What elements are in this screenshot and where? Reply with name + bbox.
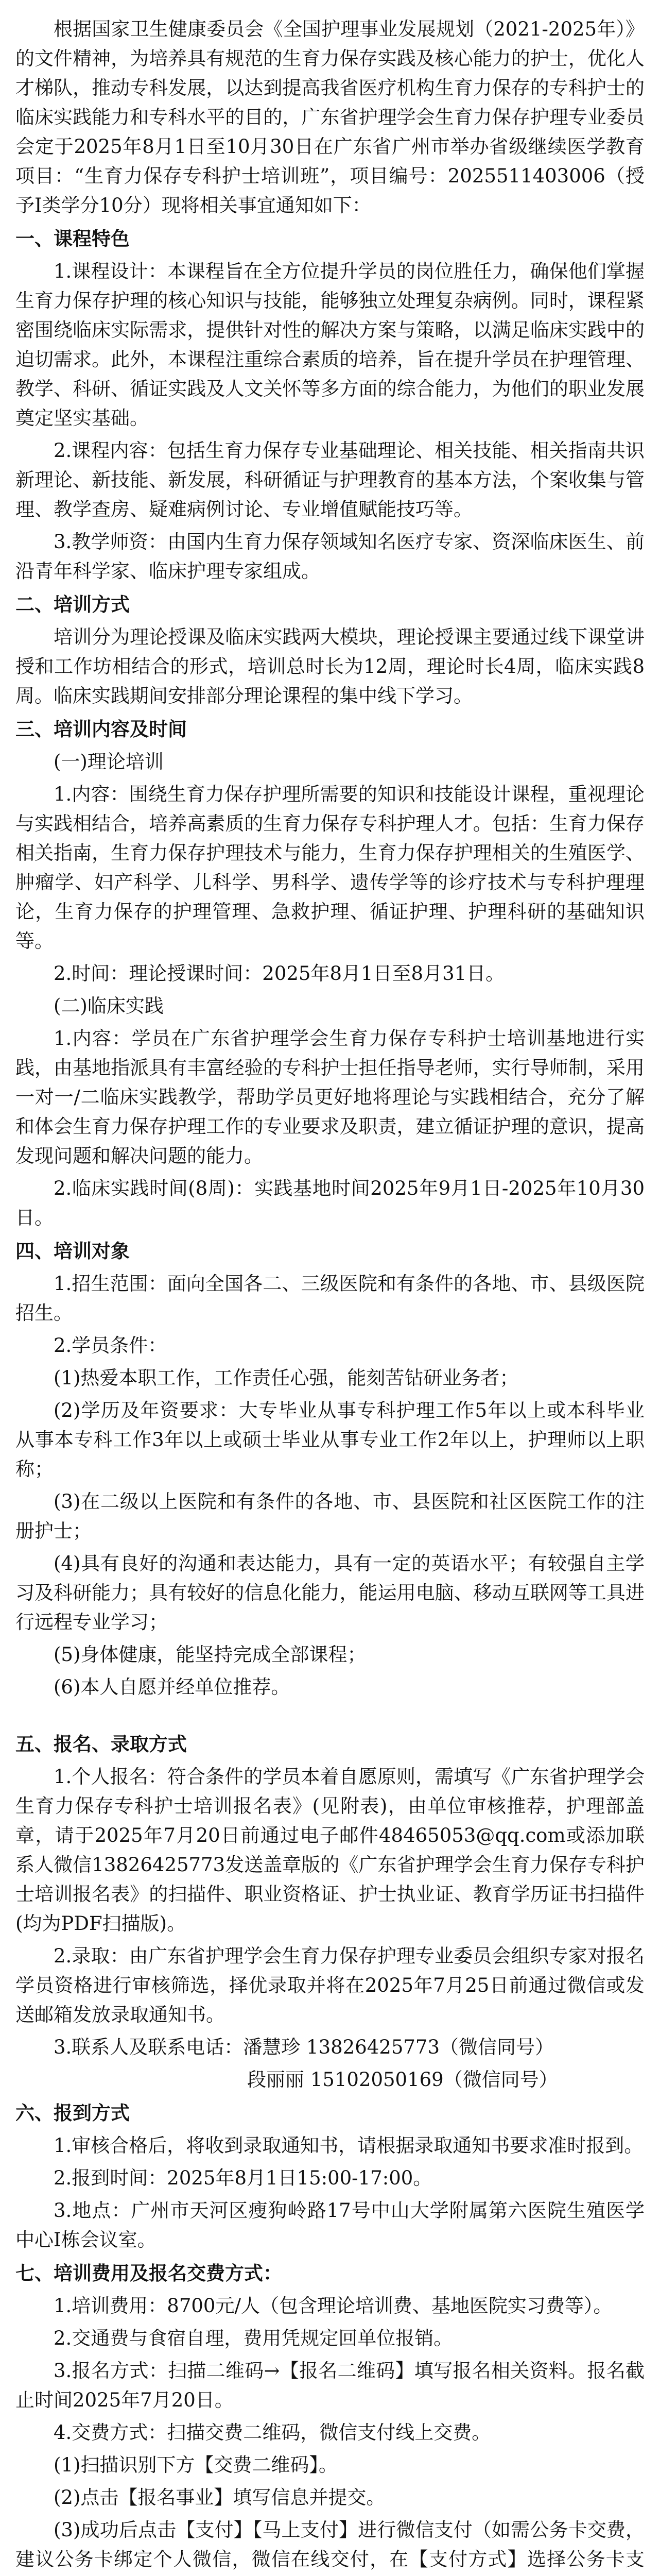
paragraph: (4)具有良好的沟通和表达能力，具有一定的英语水平；有较强自主学习及科研能力；具有较好的信息化能力，能运用电脑、移动互联网等工具进行远程专业学习；: [15, 1552, 645, 1633]
paragraph: 3.联系人及联系电话：潘慧珍 13826425773（微信同号）: [54, 2036, 554, 2058]
paragraph: (5)身体健康，能坚持完成全部课程；: [54, 1643, 367, 1666]
section-heading: 七、培训费用及报名交费方式：: [15, 2262, 282, 2284]
paragraph: [15, 1705, 645, 1725]
paragraph: 1.招生范围：面向全国各二、三级医院和有条件的各地、市、县级医院招生。: [15, 1273, 645, 1324]
paragraph: (6)本人自愿并经单位推荐。: [54, 1676, 290, 1698]
paragraph: 3.教学师资：由国内生育力保存领域知名医疗专家、资深临床医生、前沿青年科学家、临床护理专家组成。: [15, 531, 645, 582]
paragraph: (3)成功后点击【支付】【马上支付】进行微信支付（如需公务卡交费，建议公务卡绑定个人微信，微信在线交付，在【支付方式】选择公务卡支: [15, 2519, 645, 2570]
paragraph: (3)在二级以上医院和有条件的各地、市、县医院和社区医院工作的注册护士；: [15, 1490, 645, 1542]
section-heading: 三、培训内容及时间: [15, 718, 187, 740]
section-heading: 二、培训方式: [15, 593, 130, 616]
paragraph: 4.交费方式：扫描交费二维码，微信支付线上交费。: [54, 2421, 491, 2444]
paragraph: 2.时间：理论授课时间：2025年8月1日至8月31日。: [54, 962, 505, 985]
paragraph: (2)学历及年资要求：大专毕业从事专科护理工作5年以上或本科毕业从事本专科工作3年以上或硕士毕业从事专业工作2年以上，护理师以上职称；: [15, 1399, 645, 1480]
paragraph: 2.课程内容：包括生育力保存专业基础理论、相关技能、相关指南共识新理论、新技能、新发展，科研循证与护理教育的基本方法，个案收集与管理、教学查房、疑难病例讨论、专业增值赋能技巧等。: [15, 439, 645, 520]
paragraph: (一)理论培训: [54, 751, 164, 773]
paragraph: 培训分为理论授课及临床实践两大模块，理论授课主要通过线下课堂讲授和工作坊相结合的形式，培训总时长为12周，理论时长4周，临床实践8周。临床实践期间安排部分理论课程的集中线下学习。: [15, 626, 645, 707]
paragraph: 2.录取：由广东省护理学会生育力保存护理专业委员会组织专家对报名学员资格进行审核筛选，择优录取并将在2025年7月25日前通过微信或发送邮箱发放录取通知书。: [15, 1945, 645, 2026]
paragraph: 1.审核合格后，将收到录取通知书，请根据录取通知书要求准时报到。: [54, 2134, 644, 2157]
paragraph: 2.交通费与食宿自理，费用凭规定回单位报销。: [54, 2327, 453, 2349]
paragraph: 2.临床实践时间(8周)：实践基地时间2025年9月1日-2025年10月30日。: [15, 1177, 645, 1229]
section-heading: 一、课程特色: [15, 227, 130, 250]
paragraph: 1.课程设计：本课程旨在全方位提升学员的岗位胜任力，确保他们掌握生育力保存护理的核心知识与技能，能够独立处理复杂病例。同时，课程紧密围绕临床实际需求，提供针对性的解决方案与策略，以满足临床实践中的迫切需求。此外，本课程注重综合素质的培养，旨在提升学员在护理管理、教学、科研、循证实践及人文关怀等多方面的综合能力，为他们的职业发展奠定坚实基础。: [15, 260, 645, 429]
section-heading: 六、报到方式: [15, 2102, 130, 2124]
paragraph: 1.个人报名：符合条件的学员本着自愿原则，需填写《广东省护理学会生育力保存专科护士培训报名表》(见附表)，由单位审核推荐，护理部盖章，请于2025年7月20日前通过电子邮件48465053@qq.com或添加联系人微信13826425773发送盖章版的《广东省护理学会生育力保存专科护士培训报名表》的扫描件、职业资格证、护士执业证、教育学历证书扫描件(均为PDF扫描版)。: [15, 1766, 645, 1935]
paragraph: 1.培训费用：8700元/人（包含理论培训费、基地医院实习费等）。: [54, 2295, 613, 2317]
paragraph: 2.报到时间：2025年8月1日15:00-17:00。: [54, 2167, 432, 2189]
paragraph: 3.地点：广州市天河区瘦狗岭路17号中山大学附属第六医院生殖医学中心I栋会议室。: [15, 2199, 645, 2251]
paragraph: (1)热爱本职工作，工作责任心强，能刻苦钻研业务者；: [54, 1367, 519, 1389]
paragraph: 根据国家卫生健康委员会《全国护理事业发展规划（2021-2025年）》的文件精神，为培养具有规范的生育力保存实践及核心能力的护士，优化人才梯队，推动专科发展，以达到提高我省医疗机构生育力保存的专科护士的临床实践能力和专科水平的目的，广东省护理学会生育力保存护理专业委员会定于2025年8月1日至10月30日在广东省广州市举办省级继续医学教育项目：“生育力保存专科护士培训班”，项目编号：2025511403006（授予I类学分10分）现将相关事宜通知如下：: [15, 18, 645, 216]
paragraph: (二)临床实践: [54, 995, 164, 1017]
section-heading: 五、报名、录取方式: [15, 1733, 187, 1755]
paragraph: (2)点击【报名事业】填写信息并提交。: [54, 2486, 386, 2509]
paragraph: (1)扫描识别下方【交费二维码】。: [54, 2454, 338, 2476]
paragraph: 3.报名方式：扫描二维码→【报名二维码】填写报名相关资料。报名截止时间2025年7月20日。: [15, 2360, 645, 2411]
section-heading: 四、培训对象: [15, 1240, 130, 1262]
paragraph: 1.内容：围绕生育力保存护理所需要的知识和技能设计课程，重视理论与实践相结合，培养高素质的生育力保存专科护理人才。包括：生育力保存相关指南，生育力保存护理技术与能力，生育力保存护理相关的生殖医学、肿瘤学、妇产科学、儿科学、男科学、遗传学等的诊疗技术与专科护理理论，生育力保存的护理管理、急救护理、循证护理、护理科研的基础知识等。: [15, 783, 645, 952]
paragraph: 1.内容：学员在广东省护理学会生育力保存专科护士培训基地进行实践，由基地指派具有丰富经验的专科护士担任指导老师，实行导师制，采用一对一/二临床实践教学，帮助学员更好地将理论与实践相结合，充分了解和体会生育力保存护理工作的专业要求及职责，建立循证护理的意识，提高发现问题和解决问题的能力。: [15, 1027, 645, 1167]
paragraph: 2.学员条件：: [54, 1334, 167, 1357]
notice-body: [15, 14, 645, 2576]
paragraph: 段丽丽 15102050169（微信同号）: [247, 2069, 558, 2091]
